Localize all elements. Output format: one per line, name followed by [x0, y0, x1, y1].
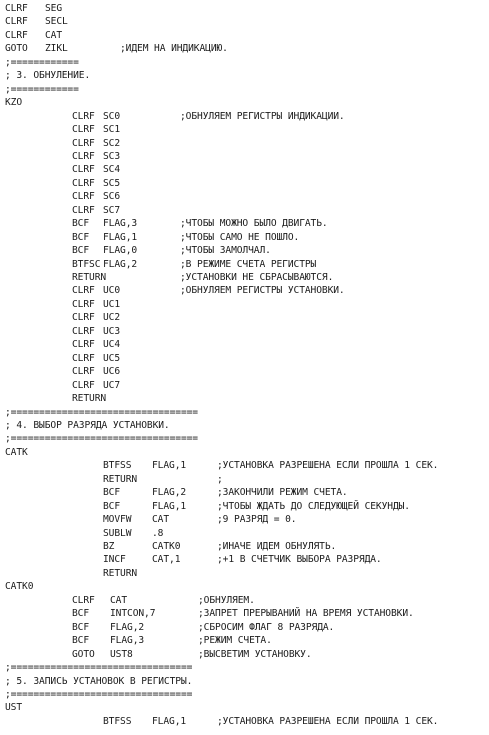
mnemonic: RETURN: [103, 567, 138, 579]
operand: UC7: [103, 379, 121, 391]
operand: INTCON,7: [110, 608, 156, 620]
mnemonic: INCF: [103, 554, 126, 566]
code-comment: ;УСТАНОВКИ НЕ СБРАСЫВАЮТСЯ.: [180, 272, 334, 283]
operand: ZIKL: [45, 43, 68, 55]
mnemonic: BCF: [72, 635, 90, 647]
operand: FLAG,0: [103, 245, 138, 257]
operand: UC0: [103, 285, 121, 297]
comment-line: ;=================================: [5, 406, 198, 418]
mnemonic: CLRF: [72, 285, 95, 297]
operand: SC0: [103, 110, 121, 122]
code-comment: ;ЧТОБЫ САМО НЕ ПОШЛО.: [180, 231, 300, 243]
mnemonic: BCF: [103, 487, 121, 499]
operand: SEG: [45, 3, 63, 14]
code-comment: ;ИНАЧЕ ИДЕМ ОБНУЛЯТЬ.: [217, 541, 337, 552]
code-label: KZO: [5, 97, 23, 109]
mnemonic: CLRF: [72, 339, 95, 351]
mnemonic: CLRF: [72, 312, 95, 324]
mnemonic: BCF: [72, 608, 90, 620]
mnemonic: CLRF: [5, 29, 28, 41]
code-comment: ;ОБНУЛЯЕМ РЕГИСТРЫ ИНДИКАЦИИ.: [180, 110, 345, 122]
mnemonic: CLRF: [5, 16, 28, 28]
comment-line: ;============: [5, 83, 79, 95]
comment-line: ; 4. ВЫБОР РАЗРЯДА УСТАНОВКИ.: [5, 419, 170, 431]
mnemonic: CLRF: [72, 379, 95, 391]
operand: FLAG,2: [110, 621, 145, 633]
code-comment: ;ЧТОБЫ ЖДАТЬ ДО СЛЕДУЮЩЕЙ СЕКУНДЫ.: [217, 500, 410, 512]
operand: CAT,1: [152, 554, 181, 566]
code-comment: ;ОБНУЛЯЕМ.: [198, 594, 255, 606]
operand: UC3: [103, 325, 121, 337]
operand: UC5: [103, 352, 121, 364]
mnemonic: CLRF: [72, 137, 95, 149]
mnemonic: BCF: [72, 218, 90, 230]
operand: SECL: [45, 16, 68, 28]
code-comment: ;В РЕЖИМЕ СЧЕТА РЕГИСТРЫ: [180, 258, 317, 270]
operand: FLAG,1: [103, 231, 138, 243]
operand: UC6: [103, 366, 121, 378]
mnemonic: CLRF: [5, 3, 28, 14]
mnemonic: BTFSS: [103, 715, 132, 727]
code-comment: ;СБРОСИМ ФЛАГ 8 РАЗРЯДА.: [198, 621, 335, 633]
operand: SC7: [103, 204, 121, 216]
comment-line: ;================================: [5, 662, 193, 674]
mnemonic: CLRF: [72, 352, 95, 364]
code-comment: ;ВЫСВЕТИМ УСТАНОВКУ.: [198, 648, 312, 660]
comment-line: ;================================: [5, 688, 193, 700]
mnemonic: SUBLW: [103, 527, 132, 539]
code-label: UST: [5, 702, 23, 714]
operand: SC4: [103, 164, 121, 176]
code-comment: ;ИДЕМ НА ИНДИКАЦИЮ.: [120, 43, 228, 55]
operand: CAT: [45, 29, 63, 41]
code-comment: ;: [217, 473, 223, 485]
mnemonic: CLRF: [72, 191, 95, 203]
mnemonic: CLRF: [72, 204, 95, 216]
operand: .8: [152, 527, 164, 539]
code-comment: ;ОБНУЛЯЕМ РЕГИСТРЫ УСТАНОВКИ.: [180, 285, 345, 297]
operand: UC2: [103, 312, 121, 324]
operand: CAT: [152, 514, 170, 526]
code-comment: ;+1 В СЧЕТЧИК ВЫБОРА РАЗРЯДА.: [217, 554, 382, 566]
code-comment: ;ЗАКОНЧИЛИ РЕЖИМ СЧЕТА.: [217, 487, 348, 499]
comment-line: ;=================================: [5, 433, 198, 445]
mnemonic: RETURN: [72, 272, 107, 283]
comment-line: ; 3. ОБНУЛЕНИЕ.: [5, 70, 91, 82]
code-label: CATK0: [5, 581, 34, 593]
mnemonic: CLRF: [72, 325, 95, 337]
code-label: CATK: [5, 446, 28, 458]
operand: CAT: [110, 594, 128, 606]
operand: UC4: [103, 339, 121, 351]
operand: FLAG,1: [152, 715, 187, 727]
mnemonic: BCF: [72, 621, 90, 633]
operand: SC1: [103, 124, 121, 136]
mnemonic: RETURN: [103, 473, 138, 485]
operand: FLAG,2: [152, 487, 187, 499]
mnemonic: CLRF: [72, 594, 95, 606]
code-comment: ;ЧТОБЫ ЗАМОЛЧАЛ.: [180, 245, 271, 257]
code-comment: ;УСТАНОВКА РАЗРЕШЕНА ЕСЛИ ПРОШЛА 1 СЕК.: [217, 715, 439, 727]
mnemonic: BZ: [103, 541, 115, 552]
mnemonic: RETURN: [72, 393, 107, 405]
mnemonic: CLRF: [72, 366, 95, 378]
mnemonic: BTFSS: [103, 460, 132, 472]
operand: CATK0: [152, 541, 181, 552]
code-comment: ;ЗАПРЕТ ПРЕРЫВАНИЙ НА ВРЕМЯ УСТАНОВКИ.: [198, 608, 414, 620]
operand: SC6: [103, 191, 121, 203]
mnemonic: BTFSC: [72, 258, 101, 270]
operand: FLAG,3: [110, 635, 145, 647]
operand: SC5: [103, 177, 121, 189]
mnemonic: CLRF: [72, 124, 95, 136]
operand: FLAG,1: [152, 500, 187, 512]
operand: UC1: [103, 298, 121, 310]
code-comment: ;УСТАНОВКА РАЗРЕШЕНА ЕСЛИ ПРОШЛА 1 СЕК.: [217, 460, 439, 472]
code-comment: ;РЕЖИМ СЧЕТА.: [198, 635, 272, 647]
mnemonic: BCF: [103, 500, 121, 512]
mnemonic: GOTO: [5, 43, 28, 55]
mnemonic: CLRF: [72, 177, 95, 189]
comment-line: ;============: [5, 56, 79, 68]
operand: FLAG,3: [103, 218, 138, 230]
mnemonic: BCF: [72, 231, 90, 243]
operand: UST8: [110, 648, 133, 660]
mnemonic: CLRF: [72, 164, 95, 176]
code-comment: ;ЧТОБЫ МОЖНО БЫЛО ДВИГАТЬ.: [180, 218, 328, 230]
comment-line: ; 5. ЗАПИСЬ УСТАНОВОК В РЕГИСТРЫ.: [5, 675, 193, 687]
operand: SC3: [103, 150, 121, 162]
mnemonic: MOVFW: [103, 514, 132, 526]
code-comment: ;9 РАЗРЯД = 0.: [217, 514, 297, 526]
operand: FLAG,1: [152, 460, 187, 472]
mnemonic: BCF: [72, 245, 90, 257]
operand: FLAG,2: [103, 258, 138, 270]
operand: SC2: [103, 137, 121, 149]
mnemonic: CLRF: [72, 150, 95, 162]
mnemonic: CLRF: [72, 110, 95, 122]
mnemonic: CLRF: [72, 298, 95, 310]
mnemonic: GOTO: [72, 648, 95, 660]
